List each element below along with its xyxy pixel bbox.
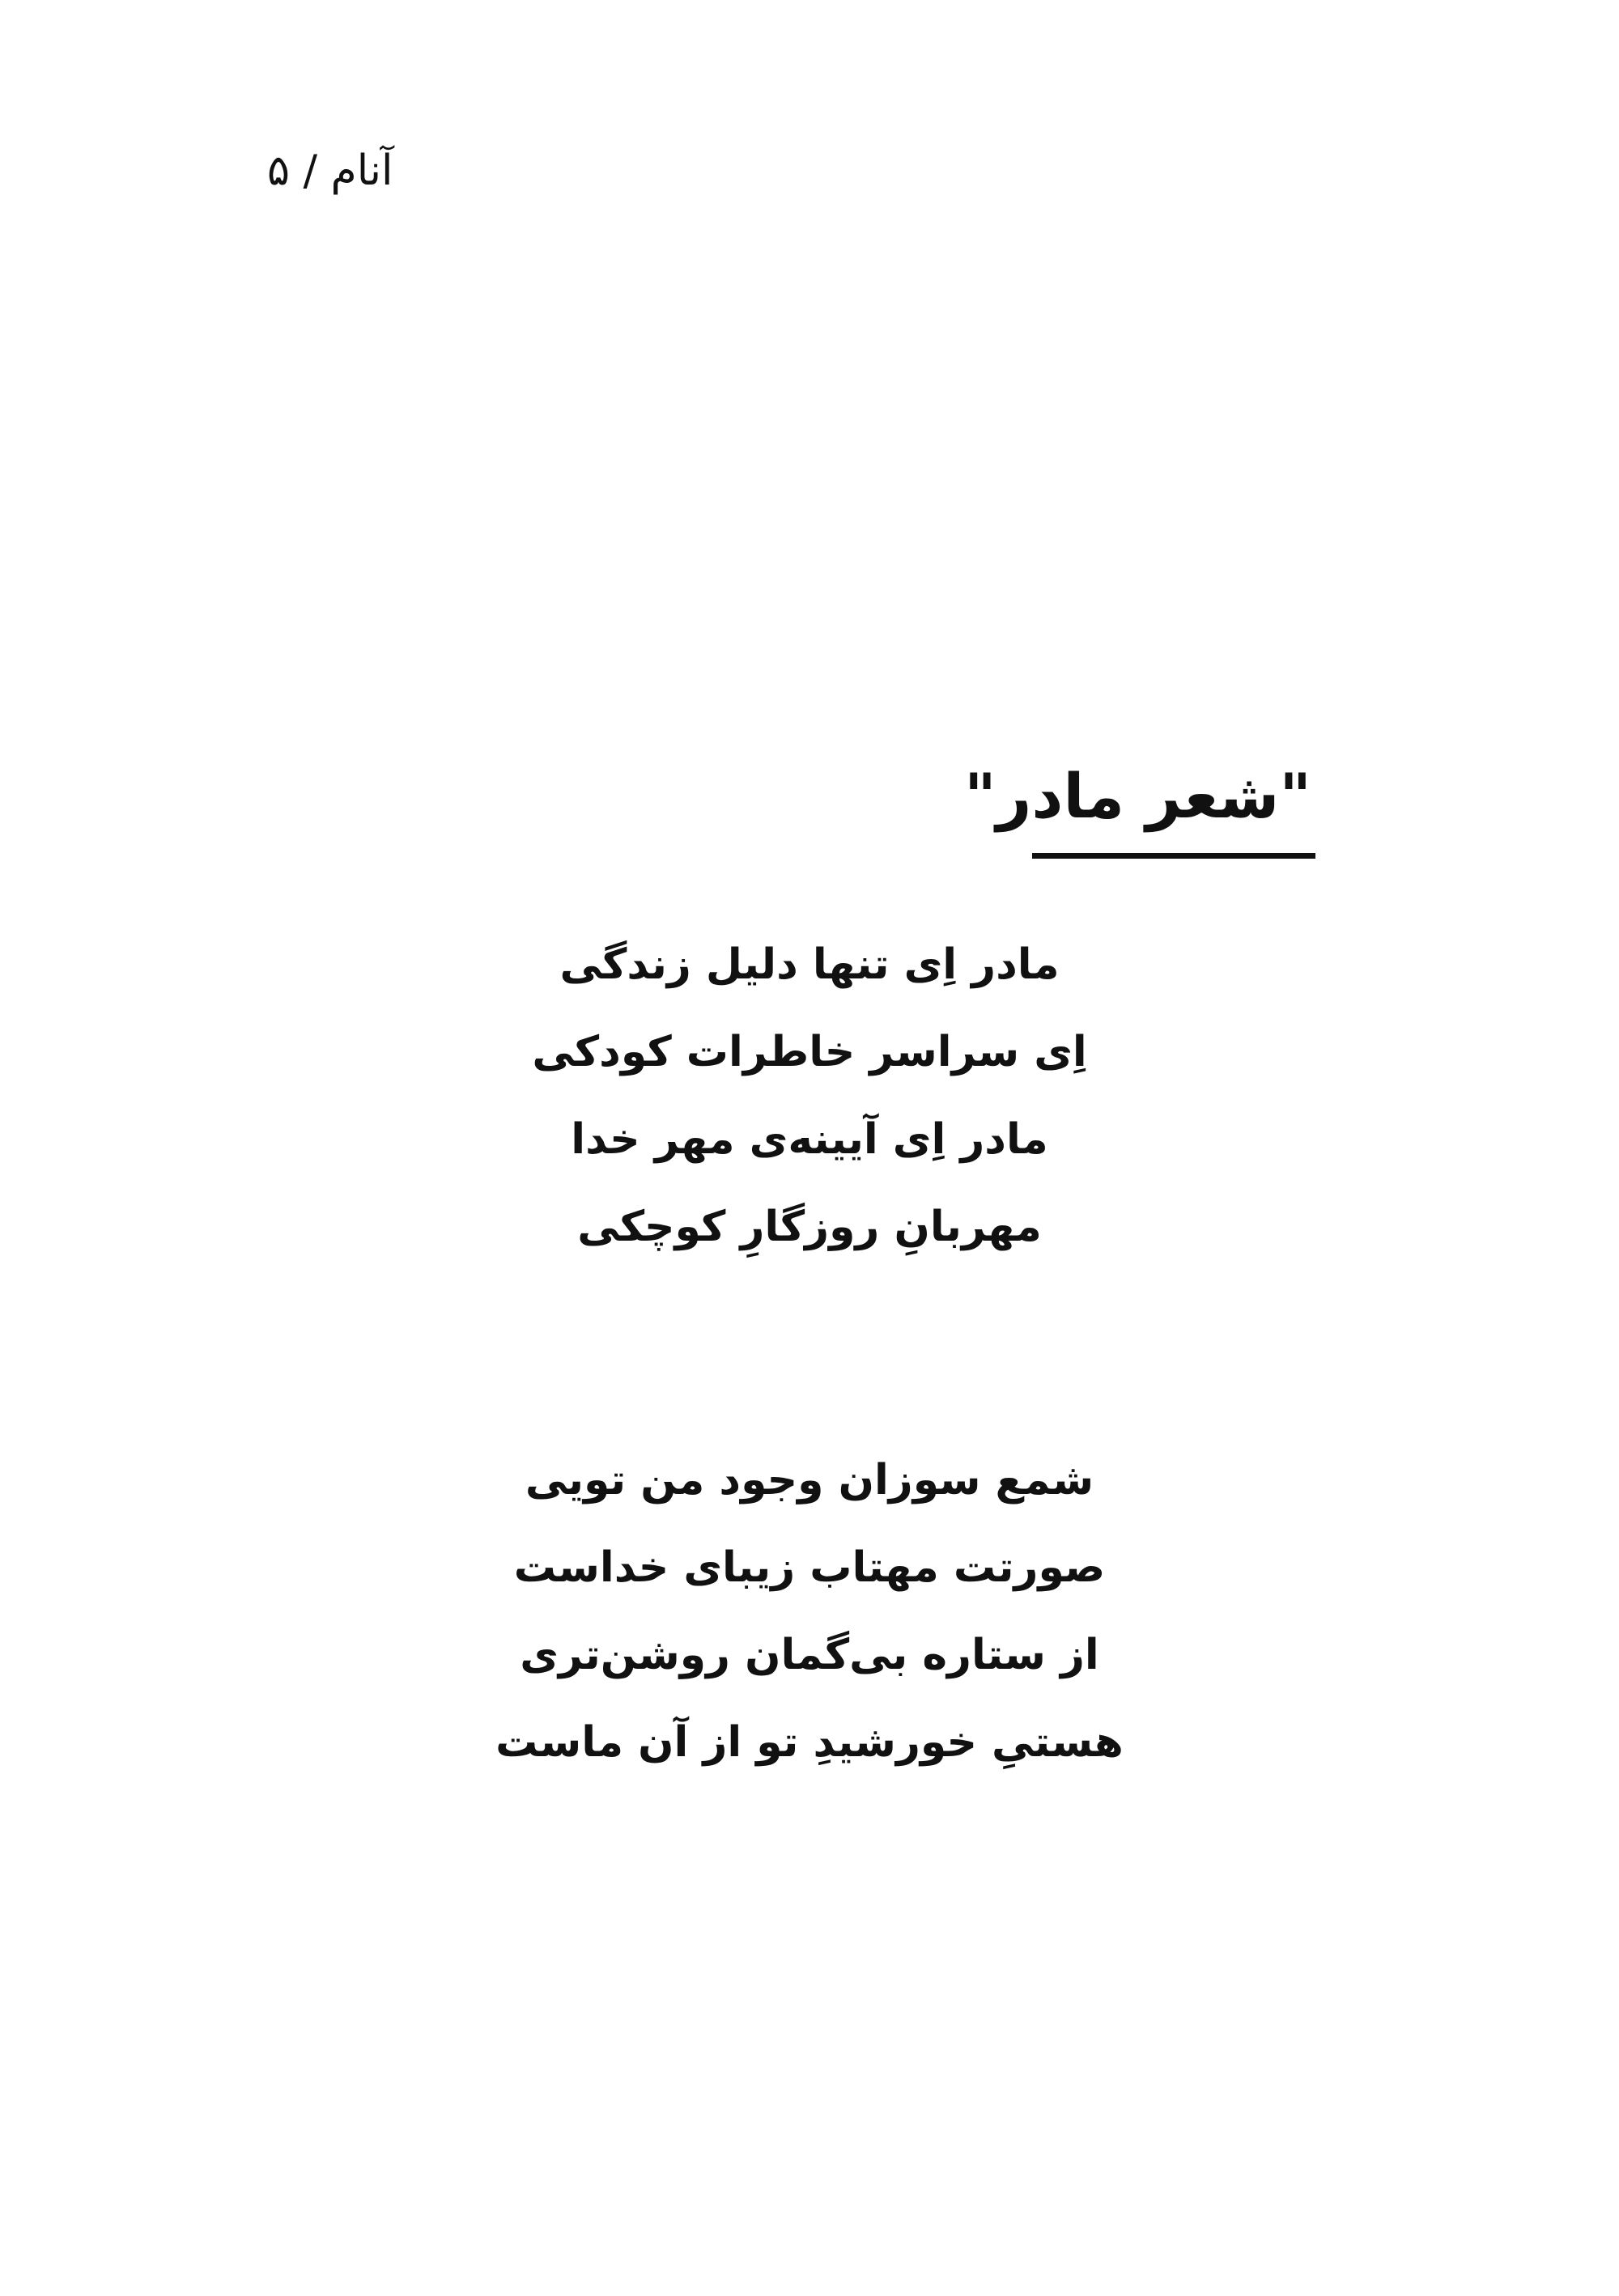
verse-line: هستیِ خورشیدِ تو از آن ماست (495, 1718, 1124, 1767)
verse-line: از ستاره بی‌گمان روشن‌تری (520, 1631, 1099, 1679)
verse-line: شمع سوزان وجود من تویی (525, 1456, 1094, 1504)
verse-line: مهربانِ روزگارِ کوچکی (577, 1203, 1042, 1251)
poem-title: "شعر مادر" (964, 760, 1311, 832)
title-underline (1032, 853, 1315, 859)
page-header: آنام / ۵ (267, 146, 393, 195)
poem-title-block (964, 753, 1328, 866)
verse-line: مادر اِی آیینه‌ی مهر خدا (571, 1115, 1048, 1164)
stanza-1 (486, 921, 1133, 1271)
verse-line: اِی سراسر خاطرات کودکی (532, 1028, 1087, 1076)
stanza-2 (486, 1437, 1133, 1786)
verse-line: صورتت مهتاب زیبای خداست (513, 1543, 1106, 1592)
verse-line: مادر اِی تنها دلیل زندگی (559, 940, 1060, 989)
